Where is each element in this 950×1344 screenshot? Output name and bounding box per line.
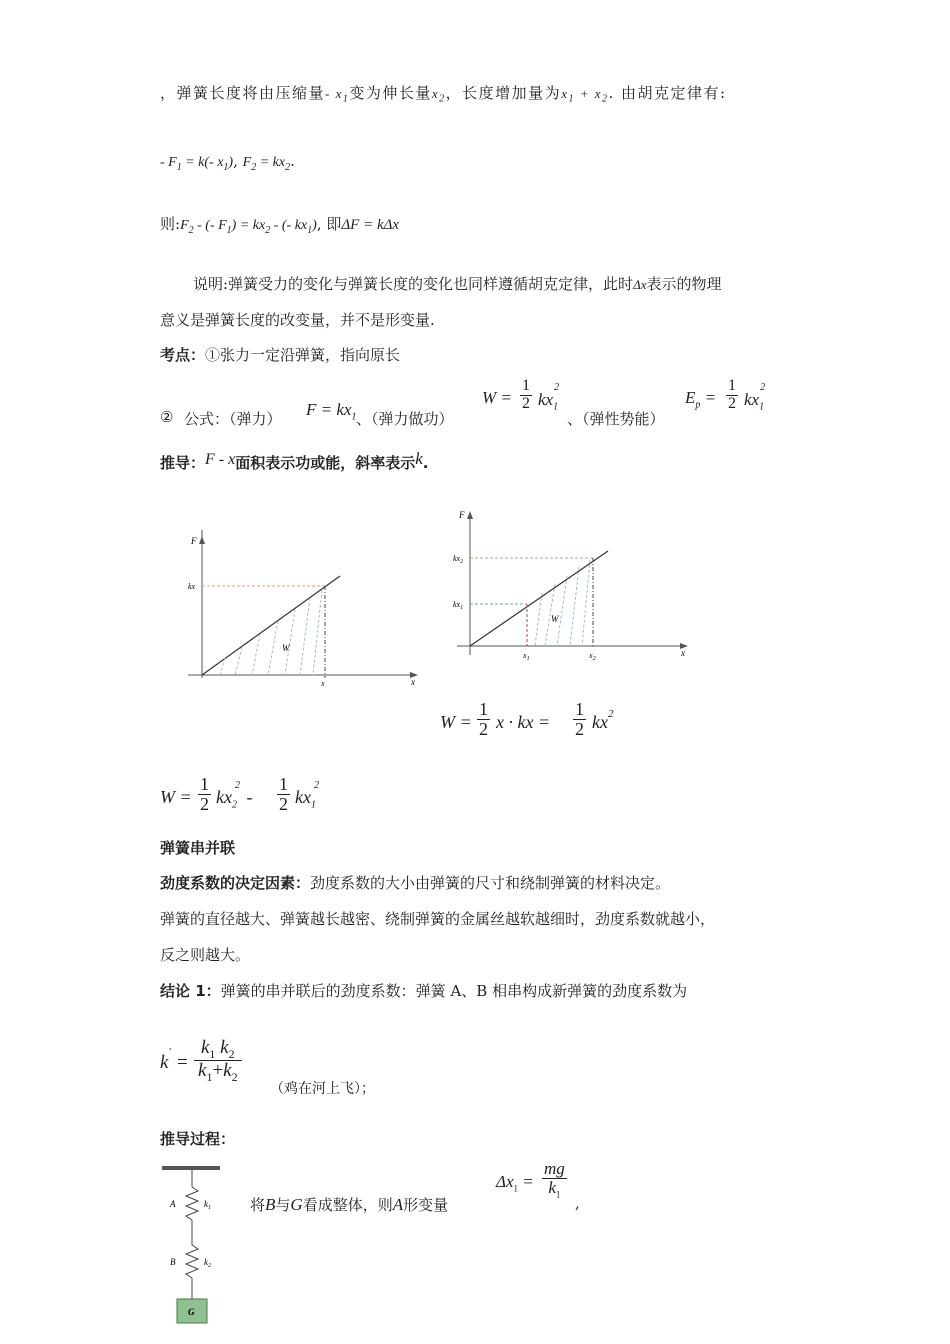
label-x: x [321, 679, 325, 688]
note-line-2: 意义是弹簧长度的改变量，并不是形变量. [160, 311, 435, 329]
ceiling [162, 1166, 220, 1170]
text-line-1: ，弹簧长度将由压缩量- $x_1$变为伸长量$x_2$，长度增加量为$x_1 + x_2$. 由胡克定律有: [160, 84, 727, 105]
svg-text:k2: $k_2$ [204, 1257, 211, 1269]
svg-text:x1: $x_1$ [523, 651, 530, 662]
svg-text:W: W [551, 614, 559, 624]
svg-text:G: G [188, 1307, 195, 1317]
label-x-axis: x [411, 677, 415, 687]
spring-text-2: 弹簧的直径越大、弹簧越长越密、绕制弹簧的金属丝越软越细时，劲度系数就越小， [160, 910, 716, 928]
label-F: F [191, 536, 197, 546]
spring-heading: 弹簧串并联 [160, 839, 236, 857]
svg-text:A: A [170, 1199, 176, 1209]
svg-text:kx1: $kx_1$ [453, 600, 464, 611]
spring-conclusion: 结论 1：弹簧的串并联后的劲度系数：弹簧 A、B 相串构成新弹簧的劲度系数为 [160, 982, 688, 1000]
svg-text:k1: $k_1$ [204, 1199, 211, 1211]
svg-text:x: x [681, 648, 685, 658]
spring-factor: 劲度系数的决定因素：劲度系数的大小由弹簧的尺寸和绕制弹簧的材料决定。 [160, 874, 671, 892]
graph-work-interval [445, 505, 695, 670]
kaodian: 考点：①张力一定沿弹簧，指向原长 [160, 346, 401, 364]
force-line [202, 576, 340, 675]
spring-series-figure [160, 1163, 225, 1328]
spring-text-3: 反之则越大。 [160, 946, 251, 964]
equation-delta: 则$:F_2$ - (- $F_1) = kx_2$ - (- $kx_1$), 即ΔF = kΔx [160, 215, 400, 236]
process-heading: 推导过程： [160, 1130, 236, 1148]
note-line-1: 说明:弹簧受力的变化与弹簧长度的变化也同样遵循胡克定律，此时Δx表示的物理 [193, 275, 722, 293]
graph-work-single [180, 530, 425, 710]
svg-text:F: F [459, 510, 465, 520]
label-kx: kx [188, 582, 196, 591]
equation-hooke: - $F_1 = k(-$ $x_1$), $F_2 = kx_2$. [160, 152, 295, 173]
tuidao: 推导：F - x面积表示功或能，斜率表示k. [160, 449, 429, 472]
svg-text:x2: $x_2$ [589, 651, 596, 662]
svg-text:kx2: $kx_2$ [453, 554, 464, 565]
process-text: 将B与G看成整体，则A形变量 $\Delta x_1$ = $\frac{mg}{k_1}$ , [250, 1159, 580, 1214]
spring-a [186, 1187, 198, 1220]
spring-b [186, 1245, 198, 1278]
label-W: W [282, 643, 290, 653]
svg-text:B: B [170, 1257, 176, 1267]
